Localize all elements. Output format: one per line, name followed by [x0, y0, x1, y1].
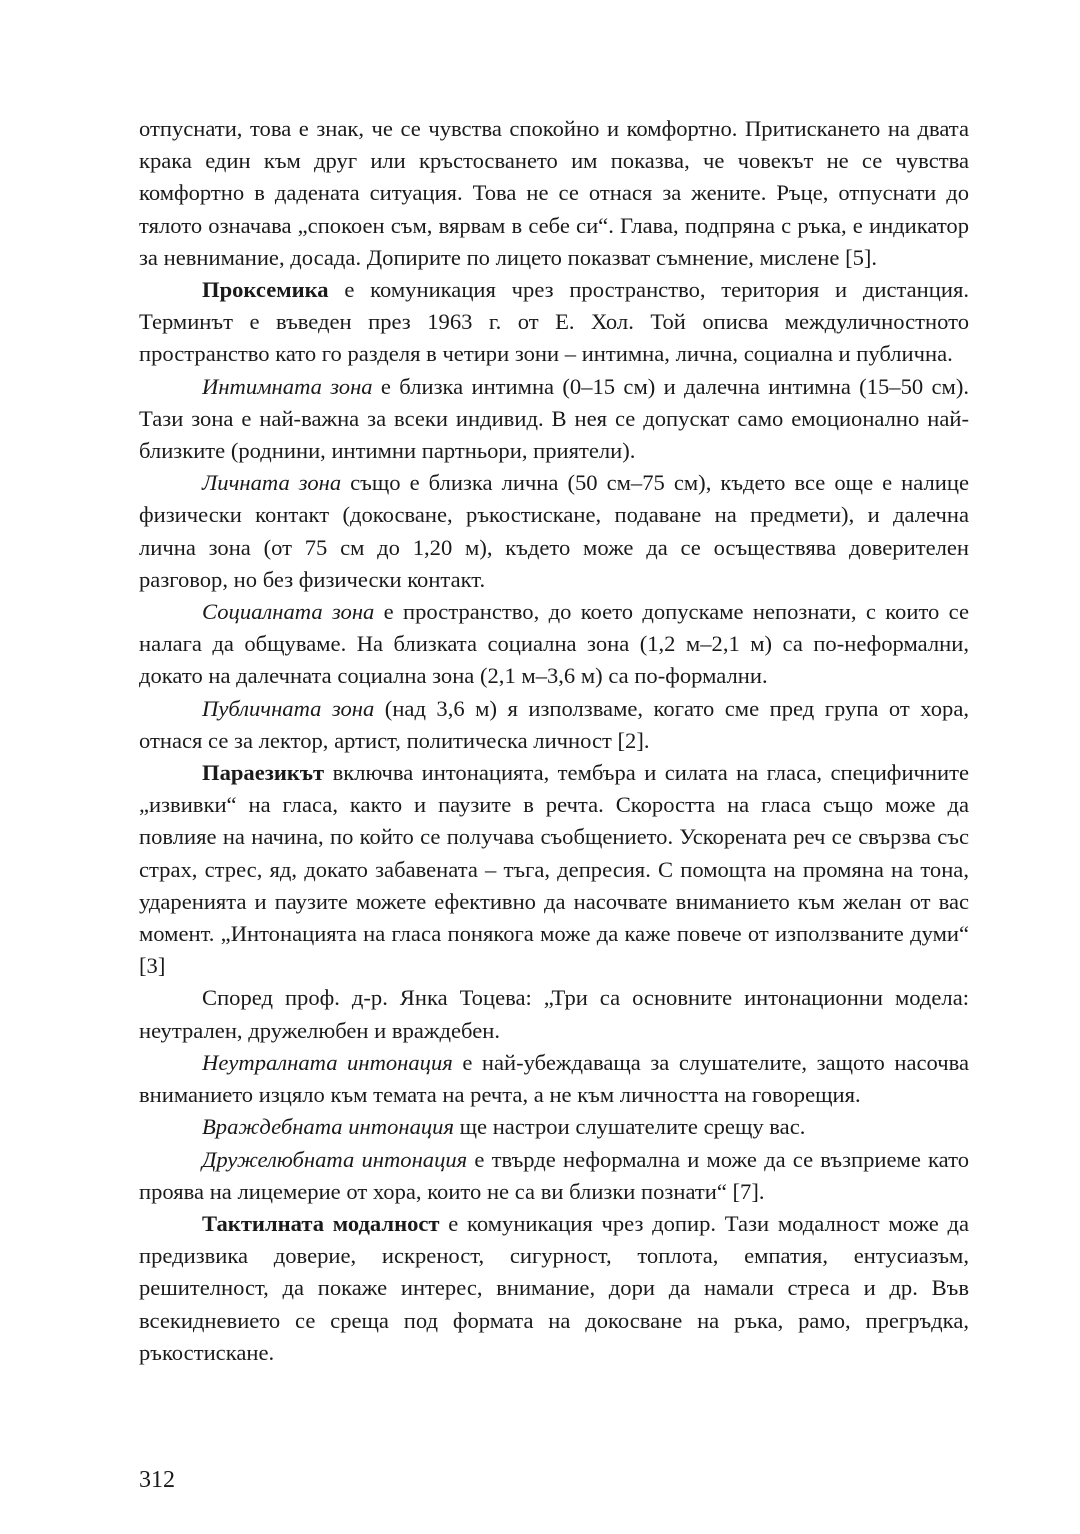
paragraph: [139, 693, 969, 757]
term-bold: Тактилната модалност: [202, 1210, 440, 1236]
paragraph: [139, 1047, 969, 1111]
term-italic: Неутралната интонация: [202, 1049, 453, 1075]
body-text: [139, 113, 969, 1369]
term-italic: Дружелюбната интонация: [202, 1146, 468, 1172]
paragraph: [139, 596, 969, 693]
term-bold: Параезикът: [202, 760, 325, 786]
text-run: е твърде неформална и може да се възприеме като проява на лицемерие от хора, които не са ви близки познати“ [7].: [139, 1146, 969, 1204]
text-run: е близка интимна (0–15 см) и далечна интимна (15–50 см). Тази зона е най-важна за всеки индивид. В нея се допускат само емоционално най-близките (роднини, интимни партньори, приятели).: [139, 373, 970, 464]
paragraph: [139, 274, 969, 371]
paragraph: [139, 467, 969, 596]
text-run: отпуснати, това е знак, че се чувства спокойно и комфортно. Притискането на двата крака един към друг или кръстосването им показва, че човекът не се чувства комфортно в дадената ситуация. Това не се отнася за жените. Ръце, отпуснати до тялото означава „спокоен съм, вярвам в себе си“. Глава, подпряна с ръка, е индикатор за невнимание, досада. Допирите по лицето показват съмнение, мислене [5].: [139, 116, 969, 270]
text-run: е пространство, до което допускаме непознати, с които се налага да общуваме. На близката социална зона (1,2 м–2,1 м) са по-неформални, докато на далечната социална зона (2,1 м–3,6 м) са по-формални.: [139, 599, 969, 689]
term-italic: Враждебната интонация: [202, 1114, 454, 1140]
text-run: включва интонацията, тембъра и силата на гласа, специфичните „извивки“ на гласа, както и паузите в речта. Скоростта на гласа също може да повлияе на начина, по който се получава съобщението. Ускорената реч се свързва със страх, стрес, яд, докато забавената – тъга, депресия. С помощта на промяна на тона, ударенията и паузите можете ефективно да насочвате вниманието към желан от вас момент. „Интонацията на гласа понякога може да каже повече от използваните думи“ [3]: [139, 760, 969, 979]
term-italic: Социалната зона: [202, 599, 375, 625]
term-italic: Личната зона: [202, 470, 342, 496]
term-bold: Проксемика: [202, 277, 329, 303]
paragraph: [139, 113, 969, 274]
paragraph: [139, 1144, 969, 1208]
paragraph: [139, 757, 969, 982]
text-run: е най-убеждаваща за слушателите, защото насочва вниманието изцяло към темата на речта, а не към личността на говорещия.: [139, 1049, 969, 1108]
paragraph: [139, 371, 969, 468]
text-run: (над 3,6 м) я използваме, когато сме пред група от хора, отнася се за лектор, артист, политическа личност [2].: [139, 695, 969, 753]
paragraph: [139, 1208, 969, 1369]
text-run: Според проф. д-р. Янка Тоцева: „Три са основните интонационни модела: неутрален, дружелюбен и враждебен.: [139, 985, 969, 1043]
page-number: 312: [139, 1467, 175, 1493]
paragraph: [139, 982, 969, 1046]
text-run: е комуникация чрез допир. Тази модалност може да предизвика доверие, искреност, сигурност, топлота, емпатия, ентусиазъм, решителност, да покаже интерес, внимание, дори да намали стреса и др. Във всекидневието се среща под формата на докосване на ръка, рамо, прегръдка, ръкостискане.: [139, 1210, 969, 1365]
text-run: също е близка лична (50 см–75 см), където все още е налице физически контакт (докосване, ръкостискане, подаване на предмети), и далечна лична зона (от 75 см до 1,20 м), където може да се осъществява доверителен разговор, но без физически контакт.: [139, 470, 969, 592]
term-italic: Интимната зона: [202, 373, 373, 399]
term-italic: Публичната зона: [202, 695, 375, 721]
text-run: ще настрои слушателите срещу вас.: [453, 1114, 806, 1140]
text-run: е комуникация чрез пространство, територия и дистанция. Терминът е въведен през 1963 г. от Е. Хол. Той описва междуличностното пространство като го разделя в четири зони – интимна, лична, социална и публична.: [139, 277, 969, 367]
paragraph: [139, 1111, 969, 1143]
